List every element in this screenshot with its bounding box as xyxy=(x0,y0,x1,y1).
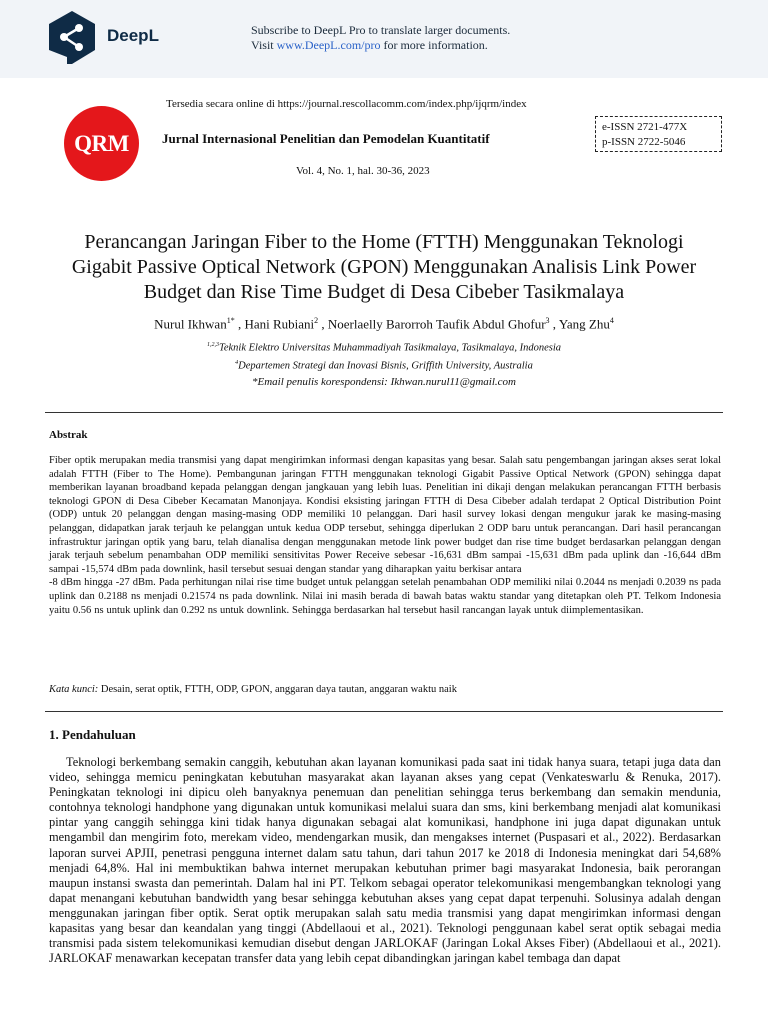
abstract-paragraph-2: -8 dBm hingga -27 dBm. Pada perhitungan nilai rise time budget untuk pelanggan setelah penambahan ODP memiliki nilai 0.2044 ns menjadi 0.2039 ns pada uplink dan 0.2188 ns menjadi 0.21574 ns pada downlink. Nilai ini masih berada di bawah batas waktu standar yang ditetapkan oleh PT. Telkom Indonesia yaitu 0.56 ns untuk uplink dan 0.292 ns untuk downlink. Sehingga berdasarkan hal tersebut hasil rancangan layak untuk diimplementasikan. xyxy=(49,577,721,616)
author-sup: 3 xyxy=(545,316,550,325)
affiliation-2-sup: 4 xyxy=(235,359,239,366)
affiliation-2-text: Departemen Strategi dan Inovasi Bisnis, Griffith University, Australia xyxy=(238,360,533,371)
author-name: Yang Zhu xyxy=(558,316,610,332)
author-sup: 1* xyxy=(226,316,235,325)
author-name: Hani Rubiani xyxy=(244,316,315,332)
affiliations xyxy=(30,338,738,373)
eissn: e-ISSN 2721-477X xyxy=(602,121,688,133)
promo-line-2 xyxy=(251,38,510,53)
affiliation-2 xyxy=(30,356,738,374)
corresponding-email: *Email penulis korespondensi: Ikhwan.nurul11@gmail.com xyxy=(251,376,516,388)
affiliation-1-text: Teknik Elektro Universitas Muhammadiyah Tasikmalaya, Tasikmalaya, Indonesia xyxy=(218,342,561,354)
deepl-logo-icon[interactable] xyxy=(47,10,97,66)
title-line-1: Perancangan Jaringan Fiber to the Home (FTTH) Menggunakan Teknologi xyxy=(84,231,684,253)
promo-visit-label: Visit xyxy=(251,38,274,52)
keywords xyxy=(49,684,721,695)
affiliation-1 xyxy=(30,338,738,356)
abstract-body xyxy=(49,454,721,617)
author-sup: 2 xyxy=(314,316,319,325)
section-heading: 1. Pendahuluan xyxy=(49,727,136,742)
available-online-text: Tersedia secara online di https://journal.rescollacomm.com/index.php/ijqrm/index xyxy=(166,98,527,110)
keywords-label: Kata kunci: xyxy=(49,684,99,695)
affiliation-1-sup: 1,2,3 xyxy=(206,342,219,348)
divider-bottom xyxy=(45,711,723,712)
paper-title xyxy=(30,230,738,305)
section-body xyxy=(49,755,721,1023)
issn-box xyxy=(595,116,722,152)
keywords-list: Desain, serat optik, FTTH, ODP, GPON, anggaran daya tautan, anggaran waktu naik xyxy=(100,684,457,695)
journal-title: Jurnal Internasional Penelitian dan Pemodelan Kuantitatif xyxy=(162,131,490,146)
author-list: Nurul Ikhwan$^{1*}$ , Hani Rubiani$^2$ , Noerlaelly Barorroh Taufik Abdul Ghofur$^3$ , Yang Zhu$^4$ xyxy=(154,316,614,332)
title-line-2: Gigabit Passive Optical Network (GPON) Menggunakan Analisis Link Power xyxy=(71,256,697,278)
pissn: p-ISSN 2722-5046 xyxy=(602,136,686,148)
author-sup: 4 xyxy=(609,316,614,325)
deepl-banner xyxy=(0,0,768,78)
title-line-3: Budget dan Rise Time Budget di Desa Cibeber Tasikmalaya xyxy=(143,281,625,303)
abstract-heading: Abstrak xyxy=(49,429,88,441)
section-paragraph: Teknologi berkembang semakin canggih, kebutuhan akan layanan komunikasi pada saat ini tidak hanya suara, tetapi juga data dan video, sehingga memicu peningkatan kebutuhan masyarakat akan layanan akses yang cepat (Venkateswarlu & Renuka, 2017). Peningkatan teknologi ini dipicu oleh banyaknya penemuan dan penelitian sehingga terus berkembang dan semakin mendunia, contohnya teknologi handphone yang digunakan untuk komunikasi melalui suara dan sms, kini berkembang menjadi alat komunikasi pintar yang canggih sehingga kini tidak hanya digunakan sebagai alat komunikasi, handphone ini juga dapat digunakan untuk mengambil dan mengirim foto, merekam video, mendengarkan musik, dan mengakses internet (Puspasari et al., 2022). Berdasarkan laporan survei APJII, penetrasi pengguna internet dalam satu tahun, dari tahun 2017 ke 2018 di Indonesia meningkat dari 54,68% menjadi 64,8%. Hal ini membuktikan bahwa internet merupakan kebutuhan primer bagi masyarakat Indonesia, baik perorangan maupun instansi swasta dan pemerintah. Dalam hal ini PT. Telkom sebagai operator telekomunikasi mengembangkan teknologi yang dapat menangani kebutuhan bandwidth yang besar sehingga kebutuhan akses yang cepat dapat terpenuhi. Solusinya adalah dengan menggunakan jaringan fiber optik. Serat optik merupakan salah satu media transmisi yang dapat mengirimkan informasi dengan kapasitas yang besar dan keandalan yang tinggi (Abdellaoui et al., 2021). Teknologi penggunaan kabel serat optik sebagai media transmisi pada sistem telekomunikasi kemudian disebut dengan JARLOKAF (Jaringan Lokal Akses Fiber) (Abdellaoui et al., 2021). JARLOKAF menawarkan kecepatan transfer data yang lebih cepat dibandingkan jaringan kabel tembaga dan dapat xyxy=(49,755,721,966)
author-name: Nurul Ikhwan xyxy=(154,316,227,332)
abstract-paragraph-1: Fiber optik merupakan media transmisi yang dapat mengirimkan informasi dengan kapasitas yang besar. Salah satu pengembangan jaringan akses serat lokal adalah FTTH (Fiber to The Home). Pembangunan jaringan FTTH menggunakan teknologi Gigabit Passive Optical Network (GPON) sehingga dapat memberikan layanan broadband kepada pelanggan dengan jangkauan yang lebih luas. Penelitian ini dikaji dengan melakukan perancangan FTTH berbasis teknologi GPON di Desa Cibeber Kecamatan Manonjaya. Kondisi eksisting jaringan FTTH di Desa Cibeber adalah terdapat 2 Optical Distribution Point (ODP) untuk 20 pelanggan dengan masing-masing ODP memiliki 10 pelanggan. Dari hasil survey lokasi dengan mengukur jarak ke masing-masing pelanggan, didapatkan jarak terjauh ke pelanggan untuk kedua ODP tersebut, sehingga diperlukan 2 ODP baru untuk perancangan. Dari hasil perancangan infrastruktur jaringan optik yang baru, telah dianalisa dengan menggunakan metode link power budget dan rise time budget berdasarkan pelanggan dengan jarak terjauh sebelum penambahan ODP memiliki sensitivitas Power Receive sebesar -16,631 dBm sampai -15,631 dBm pada uplink dan -16,644 dBm sampai -15,574 dBm pada downlink, hasil tersebut sesuai dengan standar yang diharapkan yaitu berkisar antara xyxy=(49,455,721,575)
divider-top xyxy=(45,412,723,413)
promo-line-1: Subscribe to DeepL Pro to translate larger documents. xyxy=(251,23,511,37)
deepl-pro-link[interactable]: www.DeepL.com/pro xyxy=(276,38,381,52)
qrm-logo-text: QRM xyxy=(74,130,129,156)
qrm-journal-logo xyxy=(64,106,139,181)
deepl-brand-name[interactable]: DeepL xyxy=(107,26,159,45)
author-name: Noerlaelly Barorroh Taufik Abdul Ghofur xyxy=(327,316,546,332)
volume-info: Vol. 4, No. 1, hal. 30-36, 2023 xyxy=(296,165,430,177)
promo-suffix: for more information. xyxy=(383,38,488,52)
deepl-promo-text xyxy=(251,23,510,53)
